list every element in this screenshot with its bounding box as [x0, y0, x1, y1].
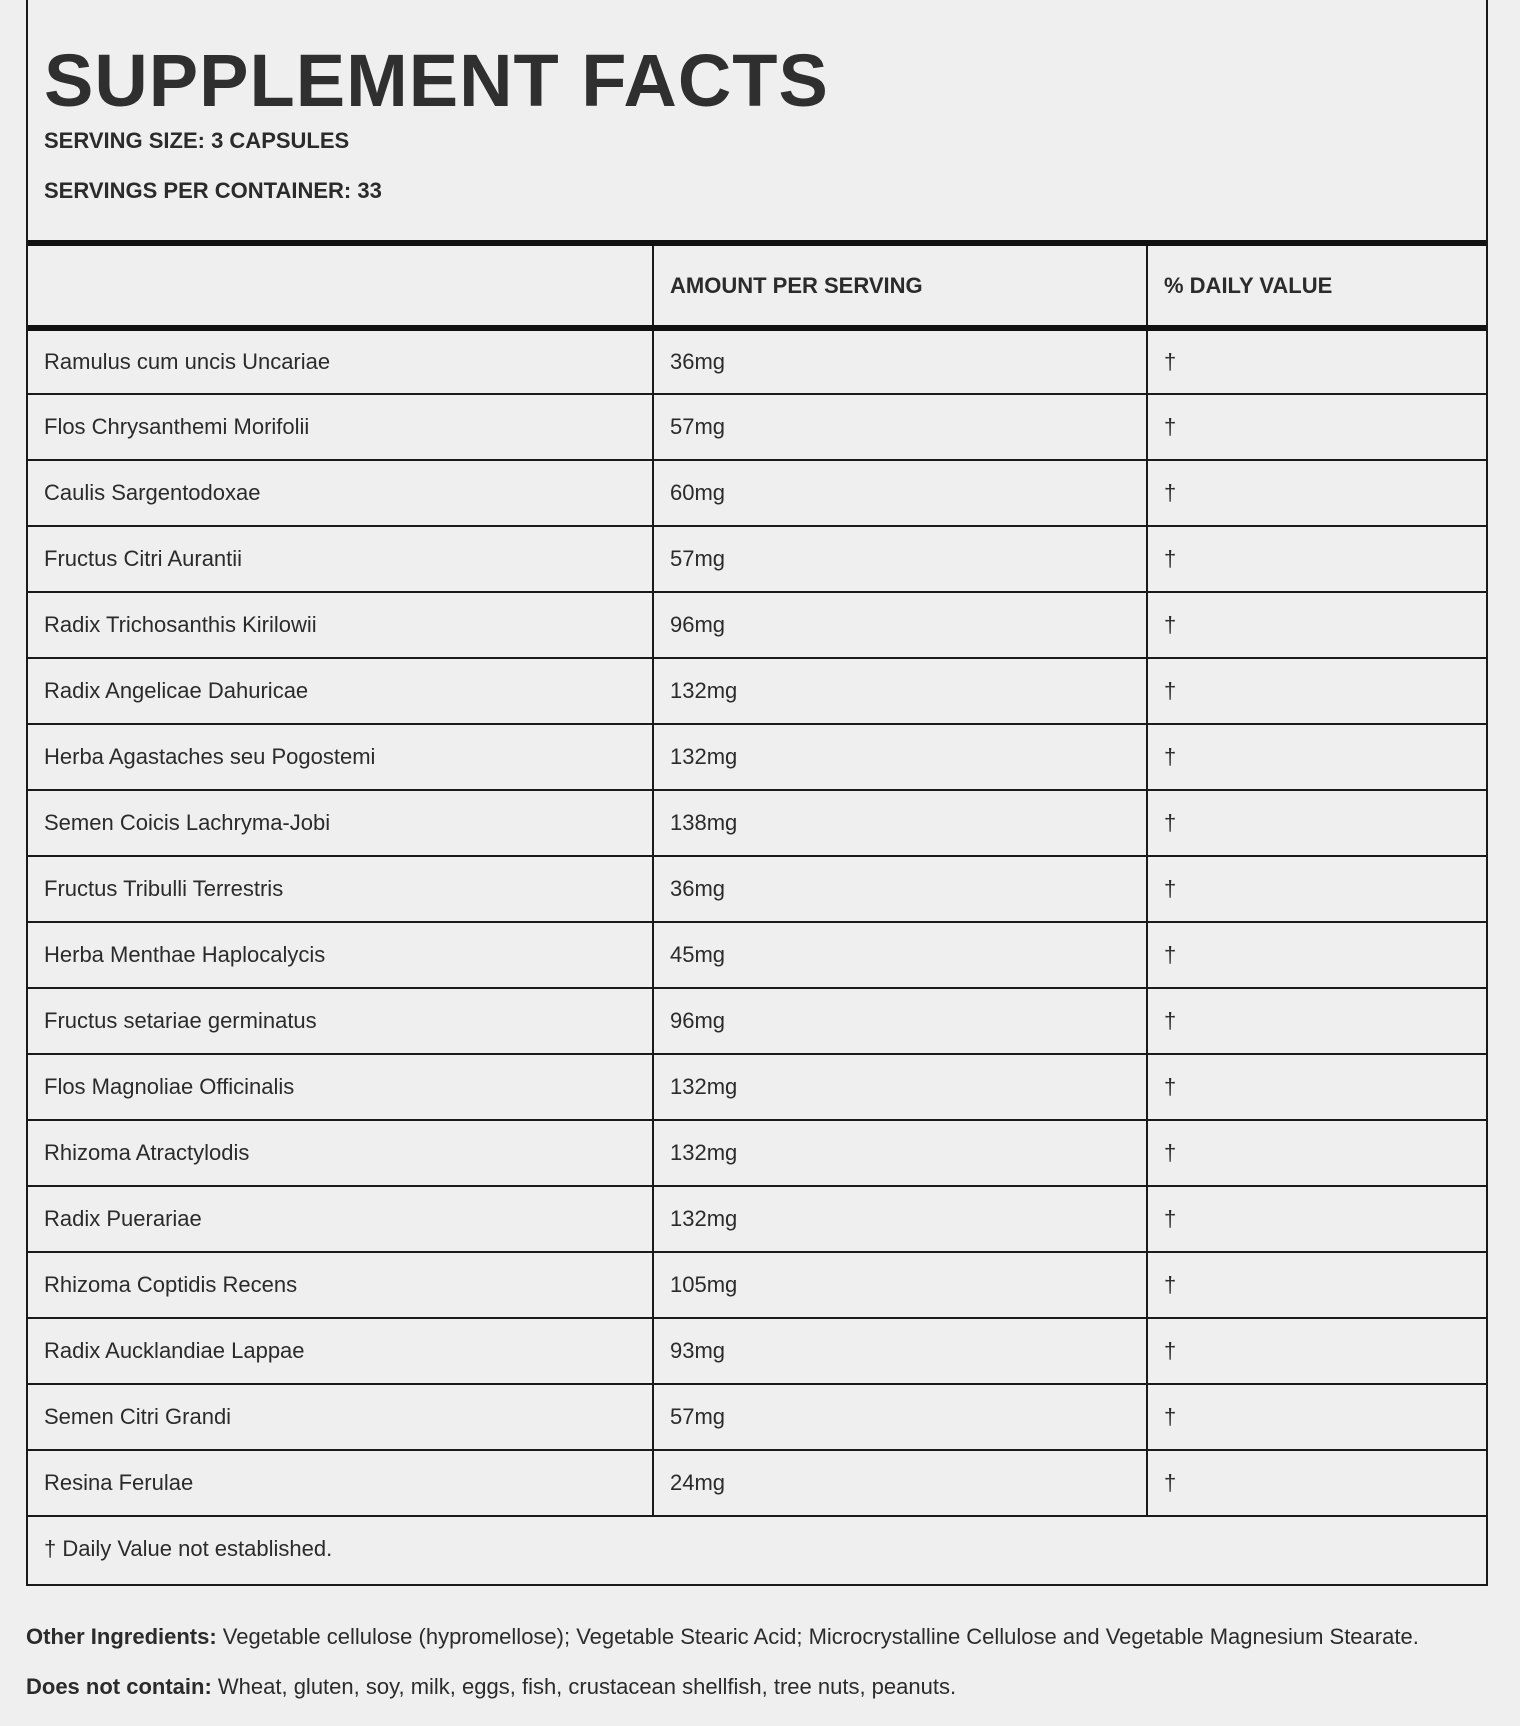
- table-row: [28, 1252, 1486, 1318]
- ingredient-amount: 57mg: [653, 394, 1147, 460]
- ingredient-name: Fructus setariae germinatus: [28, 988, 653, 1054]
- does-not-contain-text: Wheat, gluten, soy, milk, eggs, fish, crustacean shellfish, tree nuts, peanuts.: [211, 1674, 957, 1699]
- ingredient-name: Flos Magnoliae Officinalis: [28, 1054, 653, 1120]
- table-row: [28, 526, 1486, 592]
- table-row: [28, 1450, 1486, 1516]
- ingredient-daily-value: †: [1147, 328, 1486, 394]
- facts-title: SUPPLEMENT FACTS: [44, 39, 829, 122]
- other-ingredients-label: Other Ingredients:: [26, 1624, 217, 1649]
- ingredient-name: Rhizoma Atractylodis: [28, 1120, 653, 1186]
- table-row: [28, 1318, 1486, 1384]
- ingredient-name: Semen Coicis Lachryma-Jobi: [28, 790, 653, 856]
- ingredient-daily-value: †: [1147, 460, 1486, 526]
- ingredient-name: Radix Trichosanthis Kirilowii: [28, 592, 653, 658]
- table-row: [28, 922, 1486, 988]
- column-header-amount: AMOUNT PER SERVING: [653, 246, 1147, 328]
- table-row: [28, 1054, 1486, 1120]
- ingredient-amount: 132mg: [653, 1120, 1147, 1186]
- ingredient-daily-value: †: [1147, 922, 1486, 988]
- table-row: [28, 1384, 1486, 1450]
- column-header-ingredient: [28, 246, 653, 328]
- ingredient-daily-value: †: [1147, 658, 1486, 724]
- facts-header: [28, 0, 1486, 240]
- table-row: [28, 658, 1486, 724]
- ingredient-amount: 132mg: [653, 1186, 1147, 1252]
- ingredient-amount: 24mg: [653, 1450, 1147, 1516]
- column-header-daily-value: % DAILY VALUE: [1164, 272, 1333, 298]
- ingredient-name: Radix Angelicae Dahuricae: [28, 658, 653, 724]
- ingredient-daily-value: †: [1147, 1450, 1486, 1516]
- table-row: [28, 988, 1486, 1054]
- ingredient-daily-value: †: [1147, 526, 1486, 592]
- ingredient-amount: 105mg: [653, 1252, 1147, 1318]
- table-row: [28, 724, 1486, 790]
- ingredient-amount: 93mg: [653, 1318, 1147, 1384]
- table-row: [28, 1186, 1486, 1252]
- ingredient-daily-value: †: [1147, 1186, 1486, 1252]
- ingredient-amount: 132mg: [653, 658, 1147, 724]
- ingredient-daily-value: †: [1147, 1318, 1486, 1384]
- table-body: [28, 328, 1486, 1580]
- ingredient-name: Flos Chrysanthemi Morifolii: [28, 394, 653, 460]
- facts-table: [28, 246, 1486, 1580]
- other-ingredients: [26, 1624, 1419, 1650]
- ingredient-name: Fructus Tribulli Terrestris: [28, 856, 653, 922]
- ingredient-amount: 138mg: [653, 790, 1147, 856]
- table-row: [28, 460, 1486, 526]
- ingredient-amount: 132mg: [653, 724, 1147, 790]
- ingredient-amount: 45mg: [653, 922, 1147, 988]
- ingredient-amount: 96mg: [653, 592, 1147, 658]
- ingredient-daily-value: †: [1147, 790, 1486, 856]
- ingredient-name: Radix Aucklandiae Lappae: [28, 1318, 653, 1384]
- ingredient-name: Radix Puerariae: [28, 1186, 653, 1252]
- table-row: [28, 790, 1486, 856]
- table-row: [28, 394, 1486, 460]
- supplement-facts-panel: [26, 0, 1488, 1586]
- serving-size: SERVING SIZE: 3 CAPSULES: [44, 128, 350, 153]
- other-ingredients-text: Vegetable cellulose (hypromellose); Vegetable Stearic Acid; Microcrystalline Cellulose and Vegetable Magnesium Stearate.: [216, 1624, 1419, 1649]
- ingredient-daily-value: †: [1147, 1120, 1486, 1186]
- ingredient-daily-value: †: [1147, 592, 1486, 658]
- ingredient-daily-value: †: [1147, 988, 1486, 1054]
- daily-value-footnote: † Daily Value not established.: [44, 1535, 333, 1561]
- ingredient-name: Semen Citri Grandi: [28, 1384, 653, 1450]
- servings-per-container: SERVINGS PER CONTAINER: 33: [44, 178, 382, 203]
- ingredient-name: Resina Ferulae: [28, 1450, 653, 1516]
- ingredient-daily-value: †: [1147, 1054, 1486, 1120]
- footnote-row: [28, 1516, 1486, 1580]
- ingredient-name: Herba Agastaches seu Pogostemi: [28, 724, 653, 790]
- ingredient-name: Rhizoma Coptidis Recens: [28, 1252, 653, 1318]
- ingredient-amount: 36mg: [653, 328, 1147, 394]
- table-header-row: [28, 246, 1486, 328]
- table-row: [28, 1120, 1486, 1186]
- ingredient-daily-value: †: [1147, 856, 1486, 922]
- does-not-contain: [26, 1674, 956, 1700]
- table-row: [28, 592, 1486, 658]
- ingredient-amount: 36mg: [653, 856, 1147, 922]
- ingredient-amount: 57mg: [653, 1384, 1147, 1450]
- ingredient-name: Fructus Citri Aurantii: [28, 526, 653, 592]
- table-row: [28, 328, 1486, 394]
- ingredient-daily-value: †: [1147, 724, 1486, 790]
- ingredient-daily-value: †: [1147, 1252, 1486, 1318]
- ingredient-amount: 132mg: [653, 1054, 1147, 1120]
- ingredient-amount: 60mg: [653, 460, 1147, 526]
- ingredient-amount: 96mg: [653, 988, 1147, 1054]
- ingredient-amount: 57mg: [653, 526, 1147, 592]
- table-row: [28, 856, 1486, 922]
- ingredient-name: Ramulus cum uncis Uncariae: [28, 328, 653, 394]
- ingredient-name: Herba Menthae Haplocalycis: [28, 922, 653, 988]
- ingredient-name: Caulis Sargentodoxae: [28, 460, 653, 526]
- ingredient-daily-value: †: [1147, 1384, 1486, 1450]
- does-not-contain-label: Does not contain:: [26, 1674, 212, 1699]
- ingredient-daily-value: †: [1147, 394, 1486, 460]
